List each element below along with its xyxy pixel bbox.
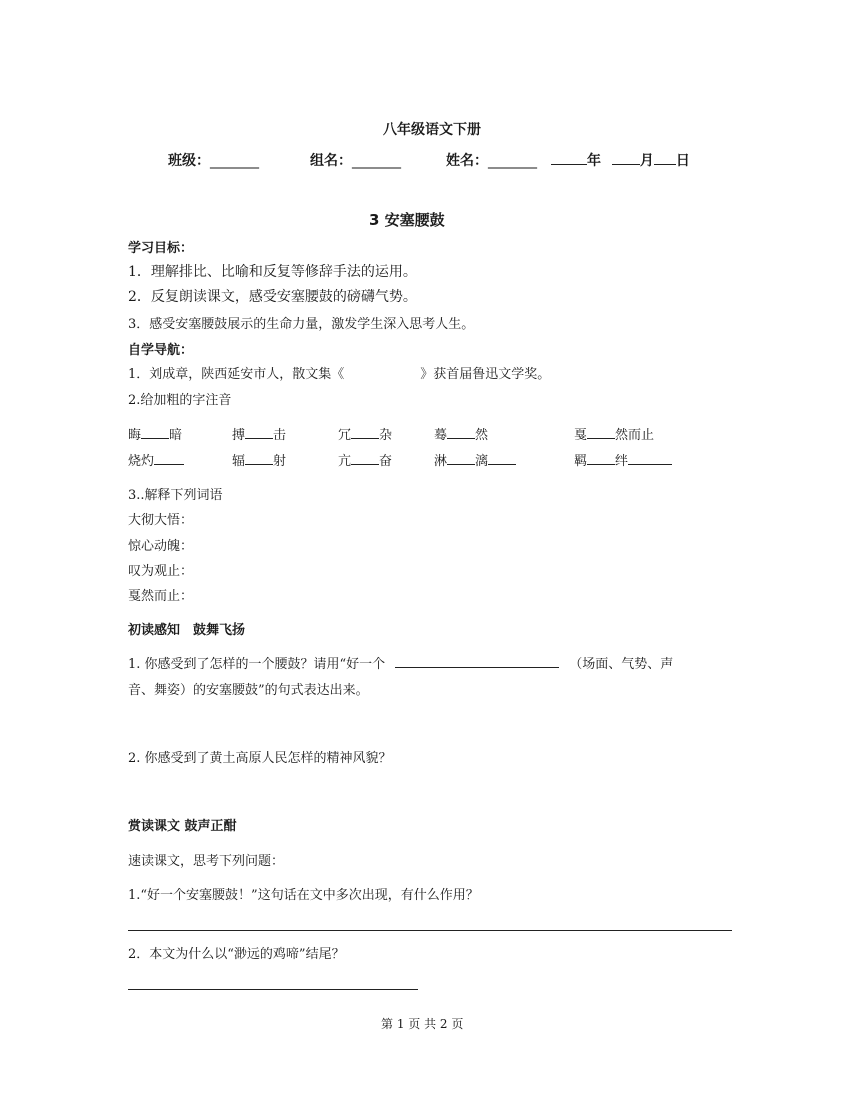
doc-title: 八年级语文下册 — [383, 122, 481, 138]
pinyin-item: 蓦 然 — [434, 424, 488, 443]
section1-q2: 2. 你感受到了黄土高原人民怎样的精神风貌？ — [128, 751, 392, 766]
section1-q1-line1: 1. 你感受到了怎样的一个腰鼓？请用“好一个 （场面、气势、声 — [128, 653, 673, 672]
pinyin-item: 羁 绊 — [574, 450, 672, 469]
page-number: 第 1 页 共 2 页 — [381, 1017, 464, 1031]
self-study-item-1 — [128, 363, 550, 382]
self-study-heading: 自学导航： — [128, 343, 194, 358]
year-label: 年 — [587, 153, 601, 169]
pinyin-item: 烧灼 — [128, 450, 184, 469]
section1-heading: 初读感知 鼓舞飞扬 — [128, 623, 246, 638]
section2-intro: 速读课文，思考下列问题： — [128, 854, 285, 869]
day-blank — [654, 150, 676, 165]
class-field — [168, 150, 259, 170]
day-label: 日 — [675, 153, 690, 169]
year-blank — [551, 150, 587, 165]
answer-line — [128, 989, 418, 990]
pinyin-item: 辐 射 — [232, 450, 286, 469]
goal-item-2: 2．反复朗读课文，感受安塞腰鼓的磅礴气势。 — [128, 289, 417, 305]
pinyin-item: 淋 漓 — [434, 450, 516, 469]
pinyin-item: 亢 奋 — [338, 450, 392, 469]
pinyin-item: 戛 然而止 — [574, 424, 654, 443]
item1-prefix: 1．刘成章，陕西延安市人，散文集《 — [128, 367, 345, 382]
section1-q1-line2: 音、舞姿）的安塞腰鼓”的句式表达出来。 — [128, 683, 369, 698]
word-item: 惊心动魄： — [128, 539, 194, 554]
section2-q2: 2．本文为什么以“渺远的鸡啼”结尾？ — [128, 947, 345, 962]
group-blank: _______ — [352, 153, 401, 169]
goals-heading: 学习目标： — [128, 241, 194, 256]
answer-line — [128, 930, 732, 931]
lesson-title: 3 安塞腰鼓 — [369, 211, 445, 229]
section2-heading: 赏读课文 鼓声正酣 — [128, 819, 237, 834]
goal-item-3: 3．感受安塞腰鼓展示的生命力量，激发学生深入思考人生。 — [128, 317, 475, 332]
name-blank: _______ — [488, 153, 537, 169]
answer-blank — [395, 653, 559, 668]
class-label: 班级： — [168, 153, 210, 169]
word-item: 戛然而止： — [128, 589, 194, 604]
group-field — [310, 150, 401, 170]
name-label: 姓名： — [446, 153, 488, 169]
group-label: 组名： — [310, 153, 352, 169]
month-label: 月 — [639, 153, 654, 169]
pinyin-item: 冗 杂 — [338, 424, 392, 443]
goal-item-1: 1．理解排比、比喻和反复等修辞手法的运用。 — [128, 264, 417, 280]
date-field — [551, 150, 690, 170]
class-blank: _______ — [210, 153, 259, 169]
pinyin-item: 搏 击 — [232, 424, 286, 443]
word-item: 叹为观止： — [128, 564, 194, 579]
self-study-item-2: 2.给加粗的字注音 — [128, 393, 232, 408]
self-study-item-3: 3..解释下列词语 — [128, 488, 223, 503]
month-blank — [612, 150, 640, 165]
name-field — [446, 150, 537, 170]
item1-suffix: 》获首届鲁迅文学奖。 — [420, 367, 551, 382]
pinyin-item: 晦 暗 — [128, 424, 182, 443]
section2-q1: 1.“好一个安塞腰鼓！”这句话在文中多次出现，有什么作用？ — [128, 888, 479, 903]
word-item: 大彻大悟： — [128, 513, 194, 528]
